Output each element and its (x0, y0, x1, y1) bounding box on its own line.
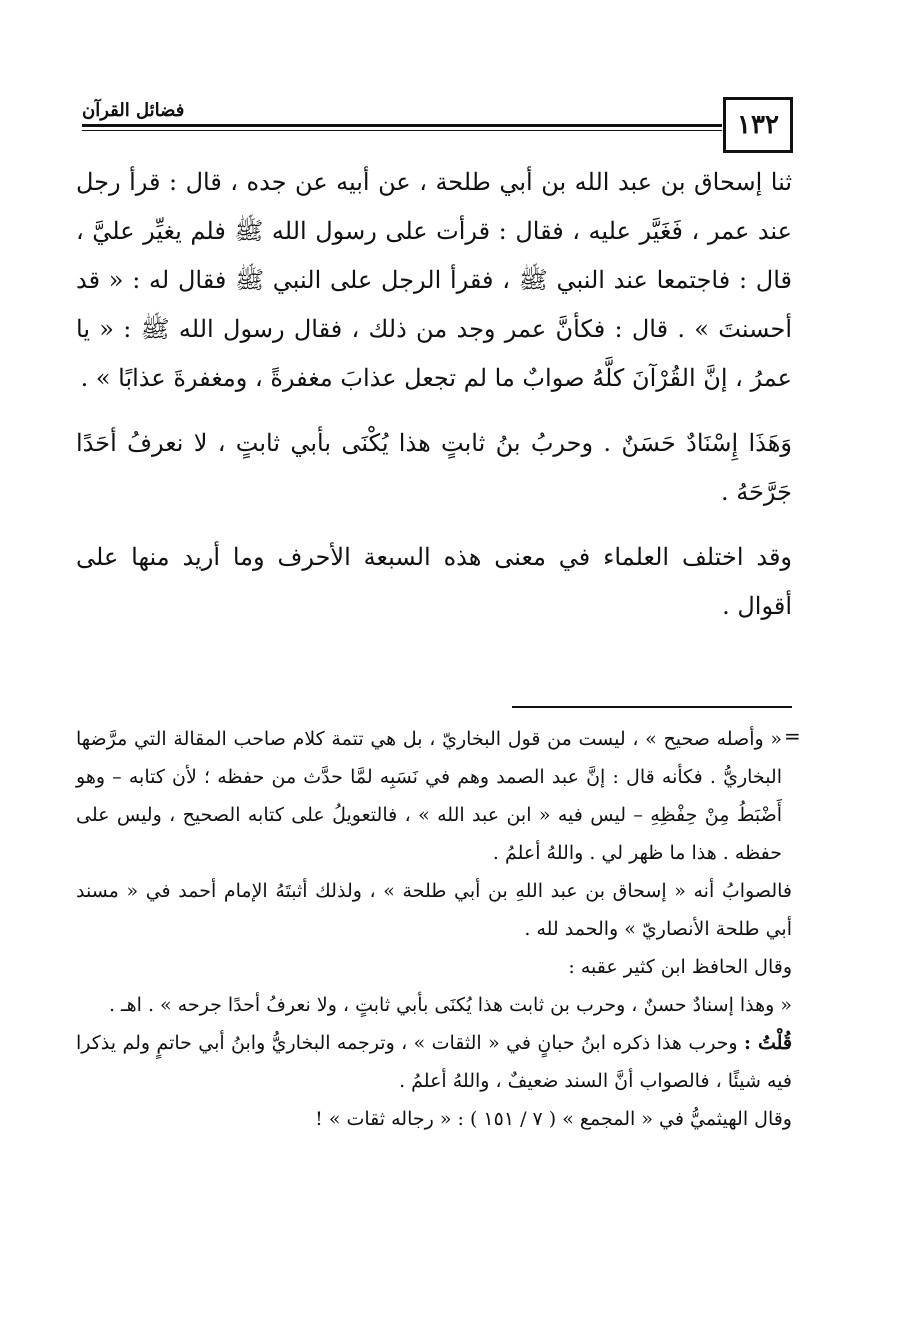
footnote-line: وقال الحافظ ابن كثير عقبه : (568, 956, 792, 978)
footnote-line: « وأصله صحيح » ، ليست من قول البخاريّ ، بل هي تتمة كلام صاحب المقالة التي مرَّضها البخاريُّ . فكأنه قال : إنَّ عبد الصمد وهم في نَسَبِه لمَّا حدَّث من حفظه ؛ لأن كتابه – وهو أَضْبَطُ مِنْ حِفْظِهِ – ليس فيه « ابن عبد الله » ، فالتعويلُ على كتابه الصحيح ، وليس على حفظه . هذا ما ظهر لي . واللهُ أعلمُ . (76, 728, 782, 864)
footnote-separator (512, 706, 792, 708)
running-title: فضائل القرآن (82, 100, 185, 121)
paragraph-ahruf: وقد اختلف العلماء في معنى هذه السبعة الأحرف وما أريد منها على أقوال . (76, 543, 793, 620)
qultu-label: قُلْتُ : (743, 1032, 792, 1054)
footnote-line: فالصوابُ أنه « إسحاق بن عبد اللهِ بن أبي طلحة » ، ولذلك أثبتَهُ الإمام أحمد في « مسند أبي طلحة الأنصاريّ » والحمد لله . (76, 880, 792, 940)
main-text (76, 158, 792, 631)
footnote-line-text: وحرب هذا ذكره ابنُ حبانٍ في « الثقات » ، وترجمه البخاريُّ وابنُ أبي حاتمٍ ولم يذكرا فيه شيئًا ، فالصواب أنَّ السند ضعيفٌ ، واللهُ أعلمُ . (76, 1032, 792, 1092)
header-rule (82, 124, 722, 127)
footnote-continuation-mark: = (784, 724, 801, 748)
paragraph-isnad: وَهَذَا إِسْنَادٌ حَسَنٌ . وحربُ بنُ ثابتٍ هذا يُكْنَى بأبي ثابتٍ ، لا نعرفُ أحَدًا جَرَّحَهُ . (76, 429, 792, 506)
paragraph-hadith: ثنا إسحاق بن عبد الله بن أبي طلحة ، عن أبيه عن جده ، قال : قرأ رجل عند عمر ، فَغَيَّر عليه ، فقال : قرأت على رسول الله ﷺ فلم يغيِّر عليَّ ، قال : فاجتمعا عند النبي ﷺ ، فقرأ الرجل على النبي ﷺ فقال له : « قد أحسنتَ » . قال : فكأنَّ عمر وجد من ذلك ، فقال رسول الله ﷺ : « يا عمرُ ، إنَّ القُرْآنَ كلَّهُ صوابٌ ما لم تجعل عذابَ مغفرةً ، ومغفرةَ عذابًا » . (76, 168, 792, 392)
footnote-line: وقال الهيثميُّ في « المجمع » ( ٧ / ١٥١ ) : « رجاله ثقات » ! (315, 1108, 792, 1130)
page-number: ١٣٢ (723, 97, 793, 153)
header-rule-thin (82, 130, 722, 131)
footnote-line-qultu (76, 1024, 792, 1100)
footnotes (76, 720, 792, 1138)
footnote-line: « وهذا إسنادٌ حسنٌ ، وحرب بن ثابت هذا يُكنَى بأبي ثابتٍ ، ولا نعرفُ أحدًا جرحه » . اهـ . (108, 994, 792, 1016)
